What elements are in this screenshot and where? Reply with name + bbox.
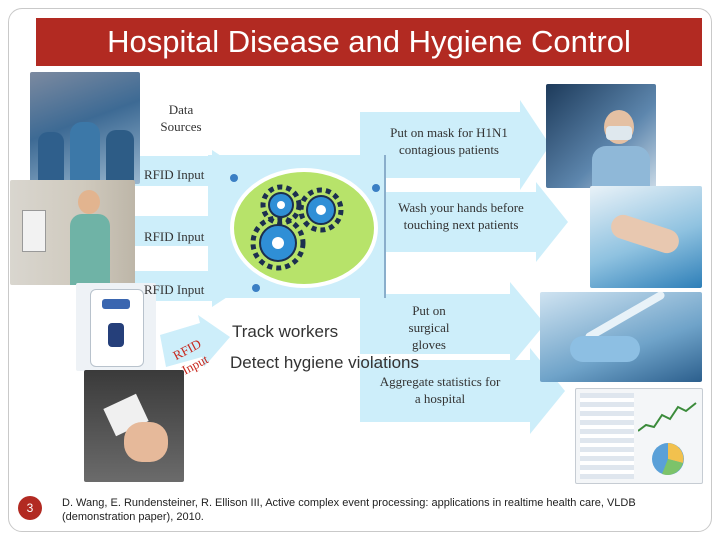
page-number-badge <box>18 496 42 520</box>
rfid-input-label-1: RFID Input <box>144 167 205 182</box>
mask-instruction-label: Put on mask for H1N1 contagious patients <box>390 125 508 157</box>
citation: D. Wang, E. Rundensteiner, R. Ellison III, Active complex event processing: applications in realtime health care, VLDB (demonstration paper), 2010. <box>62 497 636 523</box>
detect-violations-label: Detect hygiene violations <box>230 353 420 372</box>
doctor-rfid-photo <box>10 180 135 285</box>
surgical-gloves-photo <box>540 292 702 382</box>
surgery-team-photo <box>30 72 140 184</box>
wash-instruction-label: Wash your hands before touching next patients <box>398 200 524 232</box>
title-bar <box>36 18 702 66</box>
data-sources-label: Data Sources <box>160 102 202 134</box>
slide-title: Hospital Disease and Hygiene Control <box>107 24 631 59</box>
rfid-input-label-2: RFID Input <box>144 229 205 244</box>
rfid-input-label-rotated: RFID Input <box>170 335 211 378</box>
gear-engine-icon <box>226 160 386 300</box>
statistics-dashboard-photo <box>575 388 703 484</box>
aggregate-statistics-label: Aggregate statistics for a hospital <box>379 374 501 406</box>
hand-washing-photo <box>590 186 702 288</box>
rfid-input-label-3: RFID Input <box>144 282 205 297</box>
masked-doctor-photo <box>546 84 656 188</box>
gloves-instruction-label: Put on surgical gloves <box>408 303 450 352</box>
track-workers-label: Track workers <box>232 322 339 341</box>
rfid-badge-photo <box>84 370 184 482</box>
page-number: 3 <box>26 501 34 515</box>
